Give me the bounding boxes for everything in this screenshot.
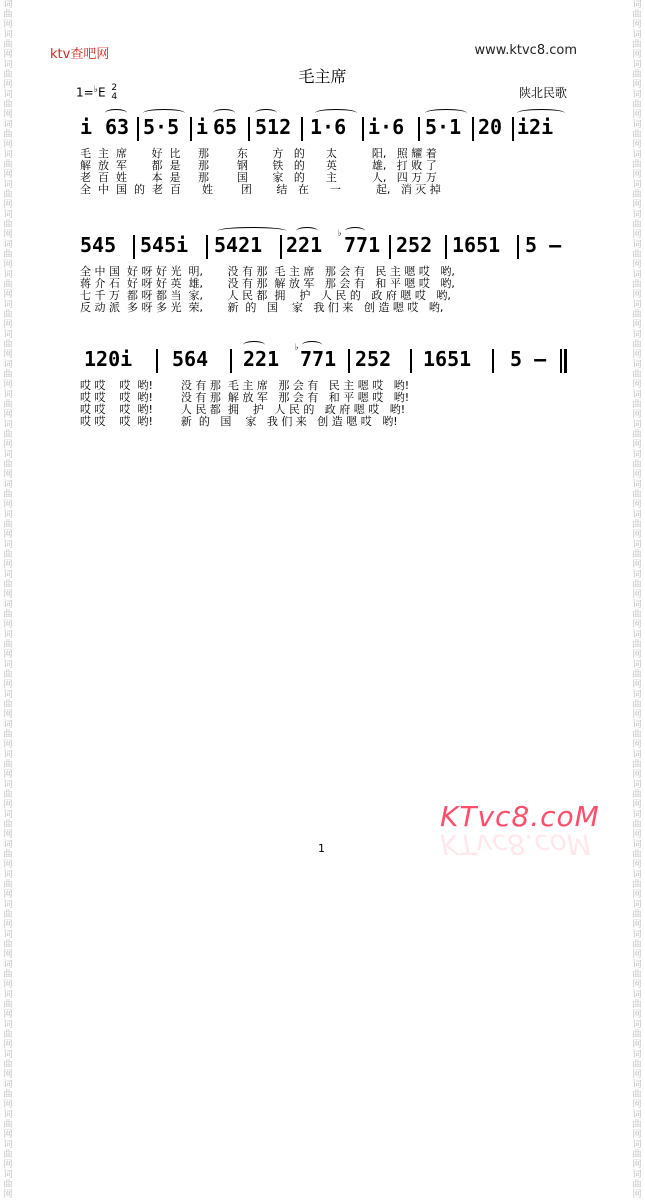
score-system-2 [80,229,570,314]
score-system-1 [80,115,570,196]
lyric-line: 全 中 国 的 老 百 姓 团 结 在 一 起, 消 灭 掉 [80,183,441,196]
song-title: 毛主席 [298,67,347,86]
lyric-line: 哎 哎 哎 哟! 没 有 那 毛 主 席 那 会 有 民 主 嗯 哎 哟! [80,379,410,392]
site-logo: KTvc8.coM [440,800,600,833]
notation-line-2: 545 545i 5421 221 ♭ 771 252 1651 5 – [80,229,562,257]
key-signature [76,84,117,102]
watermark-left: 词曲网词曲网词曲网词曲网词曲网词曲网词曲网词曲网词曲网词曲网词曲网词曲网词曲网词曲网词曲网词曲网词曲网词曲网词曲网词曲网词曲网词曲网词曲网词曲网词曲网词曲网词曲网词曲网词曲网词曲网词曲网词曲网词曲网词曲网词曲网词曲网词曲网词曲网词曲网词曲网 [3,0,13,1200]
watermark-right: 词曲网词曲网词曲网词曲网词曲网词曲网词曲网词曲网词曲网词曲网词曲网词曲网词曲网词曲网词曲网词曲网词曲网词曲网词曲网词曲网词曲网词曲网词曲网词曲网词曲网词曲网词曲网词曲网词曲网词曲网词曲网词曲网词曲网词曲网词曲网词曲网词曲网词曲网词曲网词曲网 [632,0,642,1200]
lyric-line: 老 百 姓 本 是 那 国 家 的 主 人, 四 万 万 [80,171,437,184]
lyrics-block-3 [80,377,570,428]
lyric-line: 解 放 军 都 是 那 钢 铁 的 英 雄, 打 败 了 [80,159,437,172]
lyric-line: 哎 哎 哎 哟! 没 有 那 解 放 军 那 会 有 和 平 嗯 哎 哟! [80,391,410,404]
genre-label: 陕北民歌 [518,86,567,100]
lyric-line: 全 中 国 好 呀 好 光 明, 没 有 那 毛 主 席 那 会 有 民 主 嗯 哎 哟, [80,265,455,278]
lyric-line: 七 千 万 都 呀 都 当 家, 人 民 都 拥 护 人 民 的 政 府 嗯 哎 哟, [80,289,451,302]
site-logo-reflection: KTvc8.coM [440,828,591,861]
meter-top: 2 [111,83,118,93]
key-prefix: 1= [76,85,94,100]
flat-sign: ♭ [93,84,98,95]
lyric-line: 蒋 介 石 好 呀 好 英 雄, 没 有 那 解 放 军 那 会 有 和 平 嗯 哎 哟, [80,277,455,290]
notation-line-3: 120i 564 221 ♭ 771 252 1651 5 – [80,347,570,377]
lyric-line: 哎 哎 哎 哟! 人 民 都 拥 护 人 民 的 政 府 嗯 哎 哟! [80,403,406,416]
lyrics-block-2 [80,263,570,314]
meter-bottom: 4 [111,92,118,102]
time-signature [111,84,117,102]
site-url-right[interactable]: www.ktvc8.com [474,43,577,58]
site-name-left[interactable]: ktv查吧网 [50,47,110,62]
score-system-3 [80,343,570,428]
lyric-line: 反 动 派 多 呀 多 光 荣, 新 的 国 家 我 们 来 创 造 嗯 哎 哟, [80,301,444,314]
notation-line-1: i 63 5·5 i 65 512 1·6 i·6 5·1 20 i2i [80,115,570,145]
lyric-line: 毛 主 席 好 比 那 东 方 的 太 阳, 照 耀 着 [80,147,437,160]
lyric-line: 哎 哎 哎 哟! 新 的 国 家 我 们 来 创 造 嗯 哎 哟! [80,415,398,428]
key-letter: E [97,85,106,100]
lyrics-block-1 [80,145,570,196]
page-number: 1 [318,842,325,855]
